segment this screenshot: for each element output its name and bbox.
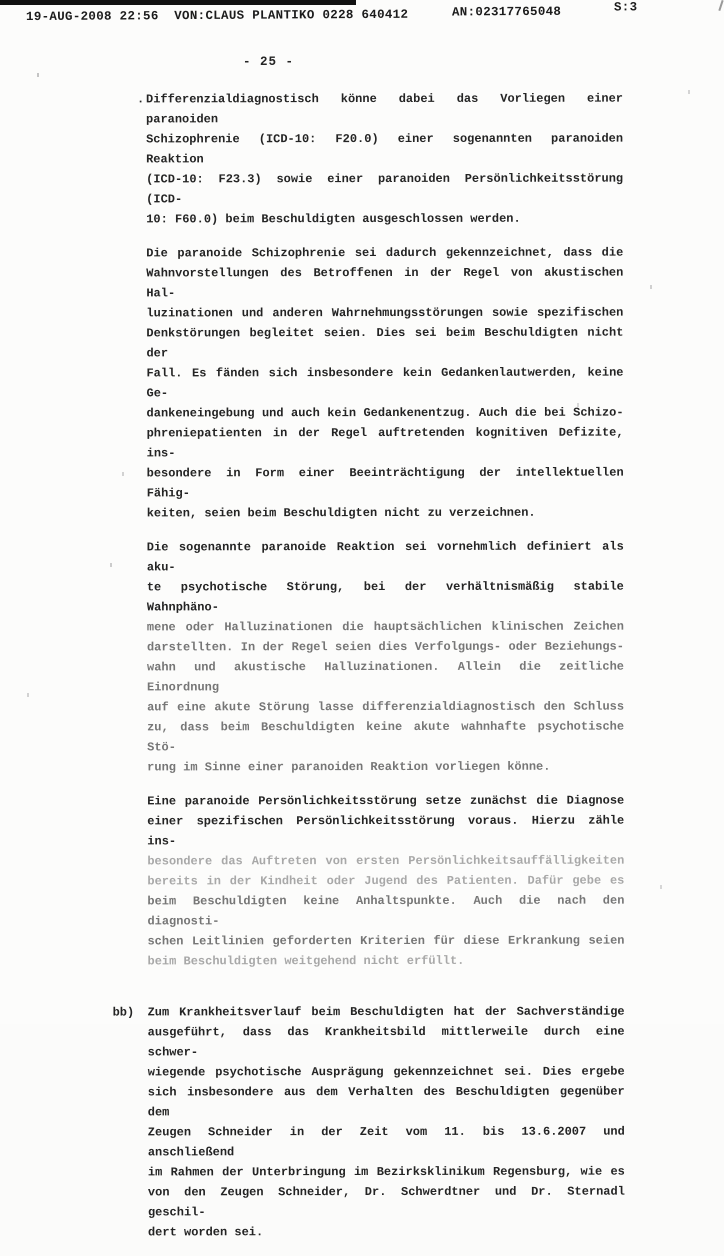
paragraph [147,537,624,778]
text-line: schen Leitlinien geforderten Kriterien für diese Erkrankung seien [147,933,625,949]
text-line: dankeneingebung und auch kein Gedankenentzug. Auch die bei Schizo- [146,405,624,421]
text-line: wahn und akustische Halluzinationen. Allein die zeitliche Einordnung [146,659,625,695]
text-line: besondere in Form einer Beeinträchtigung der intellektuellen Fähig- [146,465,624,501]
text-line: auf eine akute Störung lasse differenzialdiagnostisch den Schluss [147,699,625,715]
text-line: te psychotische Störung, bei der verhältnismäßig stabile Wahnphäno- [146,579,624,615]
text-line: beim Beschuldigten weitgehend nicht erfüllt. [147,953,465,969]
text-line: einer spezifischen Persönlichkeitsstörung voraus. Hierzu zähle ins- [147,813,625,849]
text-line: Schizophrenie (ICD-10: F20.0) einer sogenannten paranoiden Reaktion [146,131,624,167]
text-line: Zeugen Schneider in der Zeit vom 11. bis 13.6.2007 und anschließend [147,1124,625,1160]
text-line: zu, dass beim Beschuldigten keine akute wahnhafte psychotische Stö- [147,719,625,755]
text-line: phreniepatienten in der Regel auftretenden kognitiven Defizite, ins- [146,425,624,461]
document-body [112,89,625,1256]
text-line: Fall. Es fänden sich insbesondere kein Gedankenlautwerden, keine Ge- [146,365,624,401]
text-line: rung im Sinne einer paranoiden Reaktion vorliegen könne. [147,759,551,775]
scan-speckles [37,73,39,77]
text-line: Differenzialdiagnostisch könne dabei das Vorliegen einer paranoiden [145,91,624,127]
text-line: Die paranoide Schizophrenie sei dadurch gekennzeichnet, dass die [146,245,624,261]
paragraph [136,89,624,230]
text-line: luzinationen und anderen Wahrnehmungsstörungen sowie spezifischen [146,305,624,321]
text-line: wiegende psychotische Ausprägung gekennzeichnet sei. Dies ergebe [147,1064,625,1080]
text-line: sich insbesondere aus dem Verhalten des Beschuldigten gegenüber dem [147,1084,625,1120]
text-line: im Rahmen der Unterbringung im Bezirksklinikum Regensburg, wie es [147,1164,625,1180]
text-line: von den Zeugen Schneider, Dr. Schwerdtner und Dr. Sternadl geschil- [147,1184,625,1220]
paragraph-marker: . [136,92,145,107]
paragraph [112,1002,625,1243]
text-line: besondere das Auftreten von ersten Persönlichkeitsauffälligkeiten [147,853,625,869]
text-line: Wahnvorstellungen des Betroffenen in der Regel von akustischen Hal- [146,265,624,301]
text-line: bereits in der Kindheit oder Jugend des Patienten. Dafür gebe es [147,873,625,889]
paragraph-marker: bb) [112,1005,135,1020]
text-line: dert worden sei. [147,1225,264,1240]
paragraph [146,243,623,524]
text-line: (ICD-10: F23.3) sowie einer paranoiden Persönlichkeitsstörung (ICD- [146,171,624,207]
paragraph [147,791,624,972]
text-line: keiten, seien beim Beschuldigten nicht zu verzeichnen. [146,505,536,521]
text-line: Eine paranoide Persönlichkeitsstörung setze zunächst die Diagnose [147,793,625,809]
fax-header-recipient: AN:02317765048 [451,4,562,20]
text-line: Die sogenannte paranoide Reaktion sei vornehmlich definiert als aku- [146,539,624,575]
text-line: 10: F60.0) beim Beschuldigten ausgeschlossen werden. [146,211,521,227]
text-line: mene oder Halluzinationen die hauptsächlichen klinischen Zeichen [146,619,624,635]
page-number: - 25 - [243,55,295,69]
fax-transmission-header [0,0,724,32]
text-line: ausgeführt, dass das Krankheitsbild mittlerweile durch eine schwer- [147,1024,625,1060]
text-line: beim Beschuldigten keine Anhaltspunkte. Auch die nach den diagnosti- [147,893,625,929]
fax-header-sender: 19-AUG-2008 22:56 VON:CLAUS PLANTIKO 0228 640412 [25,7,409,25]
text-line: darstellten. In der Regel seien dies Verfolgungs- oder Beziehungs- [146,639,624,655]
fax-header-page-counter: S:3 [613,0,638,15]
text-line: Denkstörungen begleitet seien. Dies sei beim Beschuldigten nicht der [146,325,624,361]
text-line: Zum Krankheitsverlauf beim Beschuldigten hat der Sachverständige [147,1004,625,1020]
